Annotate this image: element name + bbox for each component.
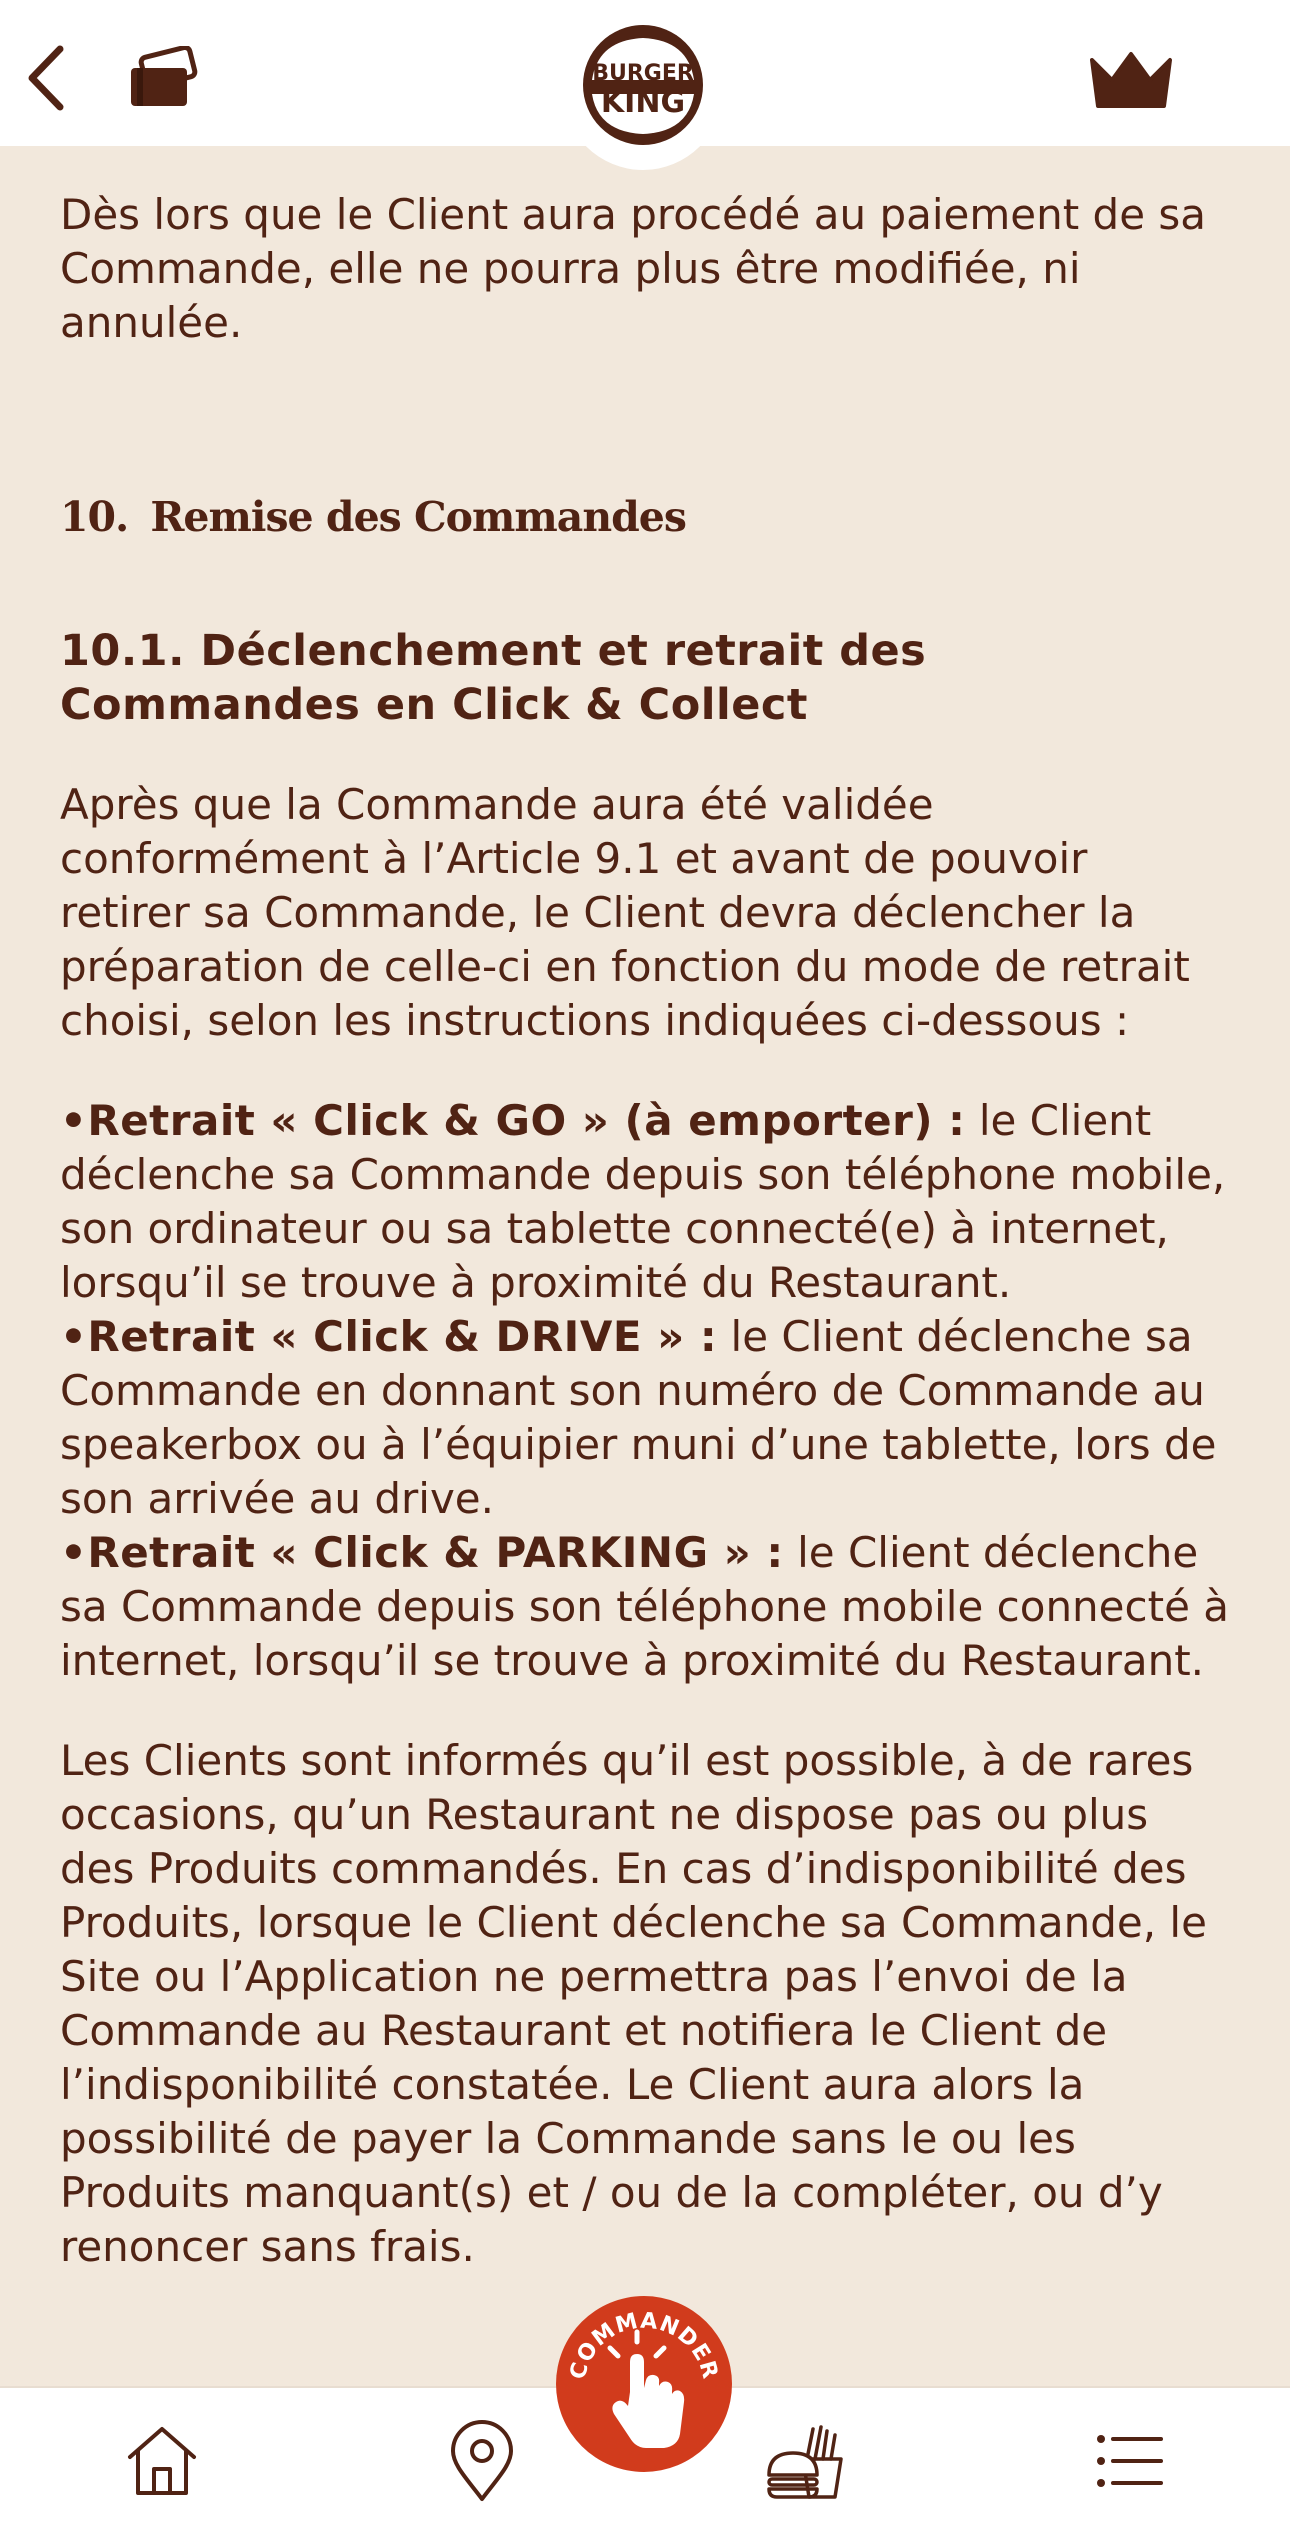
wallet-button[interactable]	[118, 38, 208, 118]
bullet-prefix: •	[60, 1312, 88, 1361]
burger-king-logo[interactable]	[563, 0, 723, 170]
paragraph-unavailability: Les Clients sont informés qu’il est possible, à de rares occasions, qu’un Restaurant ne dispose pas ou plus des Produits commandés. En cas d’indisponibilité des Produits, lorsque le Client déclenche sa Commande, le Site ou l’Application ne permettra pas l’envoi de la Commande au Restaurant et notifiera le Client de l’indisponibilité constatée. Le Client aura alors la possibilité de payer la Commande sans le ou les Produits manquant(s) et / ou de la compléter, ou d’y renoncer sans frais.	[60, 1736, 1207, 2271]
bullet-label: Retrait « Click & DRIVE » :	[87, 1312, 718, 1361]
logo-text-burger: BURGER	[592, 61, 694, 86]
crown-rewards-button[interactable]	[1076, 44, 1186, 116]
hand-tap-icon	[610, 2332, 684, 2448]
section-10-1-heading: 10.1. Déclenchement et retrait des Commandes en Click & Collect	[60, 626, 927, 730]
bullet-prefix: •	[60, 1528, 88, 1577]
section-10-number: 10.	[60, 493, 129, 541]
back-button[interactable]	[16, 38, 76, 118]
nav-home[interactable]	[107, 2406, 217, 2516]
order-button-label: COMMANDER	[565, 2308, 723, 2383]
nav-menu[interactable]	[750, 2406, 860, 2516]
bullet-text: le Client déclenche sa Commande depuis son téléphone mobile connecté à internet, lorsqu’il se trouve à proximité du Restaurant.	[60, 1528, 1230, 1685]
pickup-modes-list	[60, 1094, 1230, 1688]
section-10-title: Remise des Commandes	[150, 493, 686, 541]
nav-restaurants[interactable]	[427, 2406, 537, 2516]
bullet-text: le Client déclenche sa Commande en donnant son numéro de Commande au speakerbox ou à l’équipier muni d’une tablette, lors de son arrivée au drive.	[60, 1312, 1217, 1523]
nav-more[interactable]	[1075, 2406, 1185, 2516]
list-item-click-parking	[60, 1526, 1230, 1688]
bullet-prefix: •	[60, 1096, 88, 1145]
order-button[interactable]	[556, 2296, 732, 2472]
crown-icon	[1086, 50, 1176, 110]
bullet-text: le Client déclenche sa Commande depuis son téléphone mobile, son ordinateur ou sa tablette connecté(e) à internet, lorsqu’il se trouve à proximité du Restaurant.	[60, 1096, 1226, 1307]
terms-article	[60, 116, 1230, 2320]
burger-fries-icon	[763, 2419, 847, 2503]
section-10-heading	[60, 490, 1230, 544]
svg-text:COMMANDER	[566, 2309, 723, 2383]
bullet-label: Retrait « Click & GO » (à emporter) :	[87, 1096, 966, 1145]
map-pin-icon	[447, 2419, 517, 2503]
paragraph-intro: Après que la Commande aura été validée conformément à l’Article 9.1 et avant de pouvoir retirer sa Commande, le Client devra déclencher la préparation de celle-ci en fonction du mode de retrait choisi, selon les instructions indiquées ci-dessous :	[60, 780, 1190, 1045]
home-icon	[122, 2421, 202, 2501]
paragraph-payment: Dès lors que le Client aura procédé au paiement de sa Commande, elle ne pourra plus être modifiée, ni annulée.	[60, 190, 1207, 347]
terms-content[interactable]	[0, 90, 1290, 2380]
burger-king-logo-icon	[578, 20, 708, 150]
bullet-label: Retrait « Click & PARKING » :	[87, 1528, 784, 1577]
order-button-graphic	[556, 2296, 732, 2472]
list-item-click-go	[60, 1094, 1230, 1310]
logo-text-king: KING	[600, 85, 686, 120]
list-item-click-drive	[60, 1310, 1230, 1526]
wallet-cards-icon	[125, 46, 201, 110]
chevron-left-icon	[24, 43, 68, 113]
list-icon	[1095, 2431, 1165, 2491]
